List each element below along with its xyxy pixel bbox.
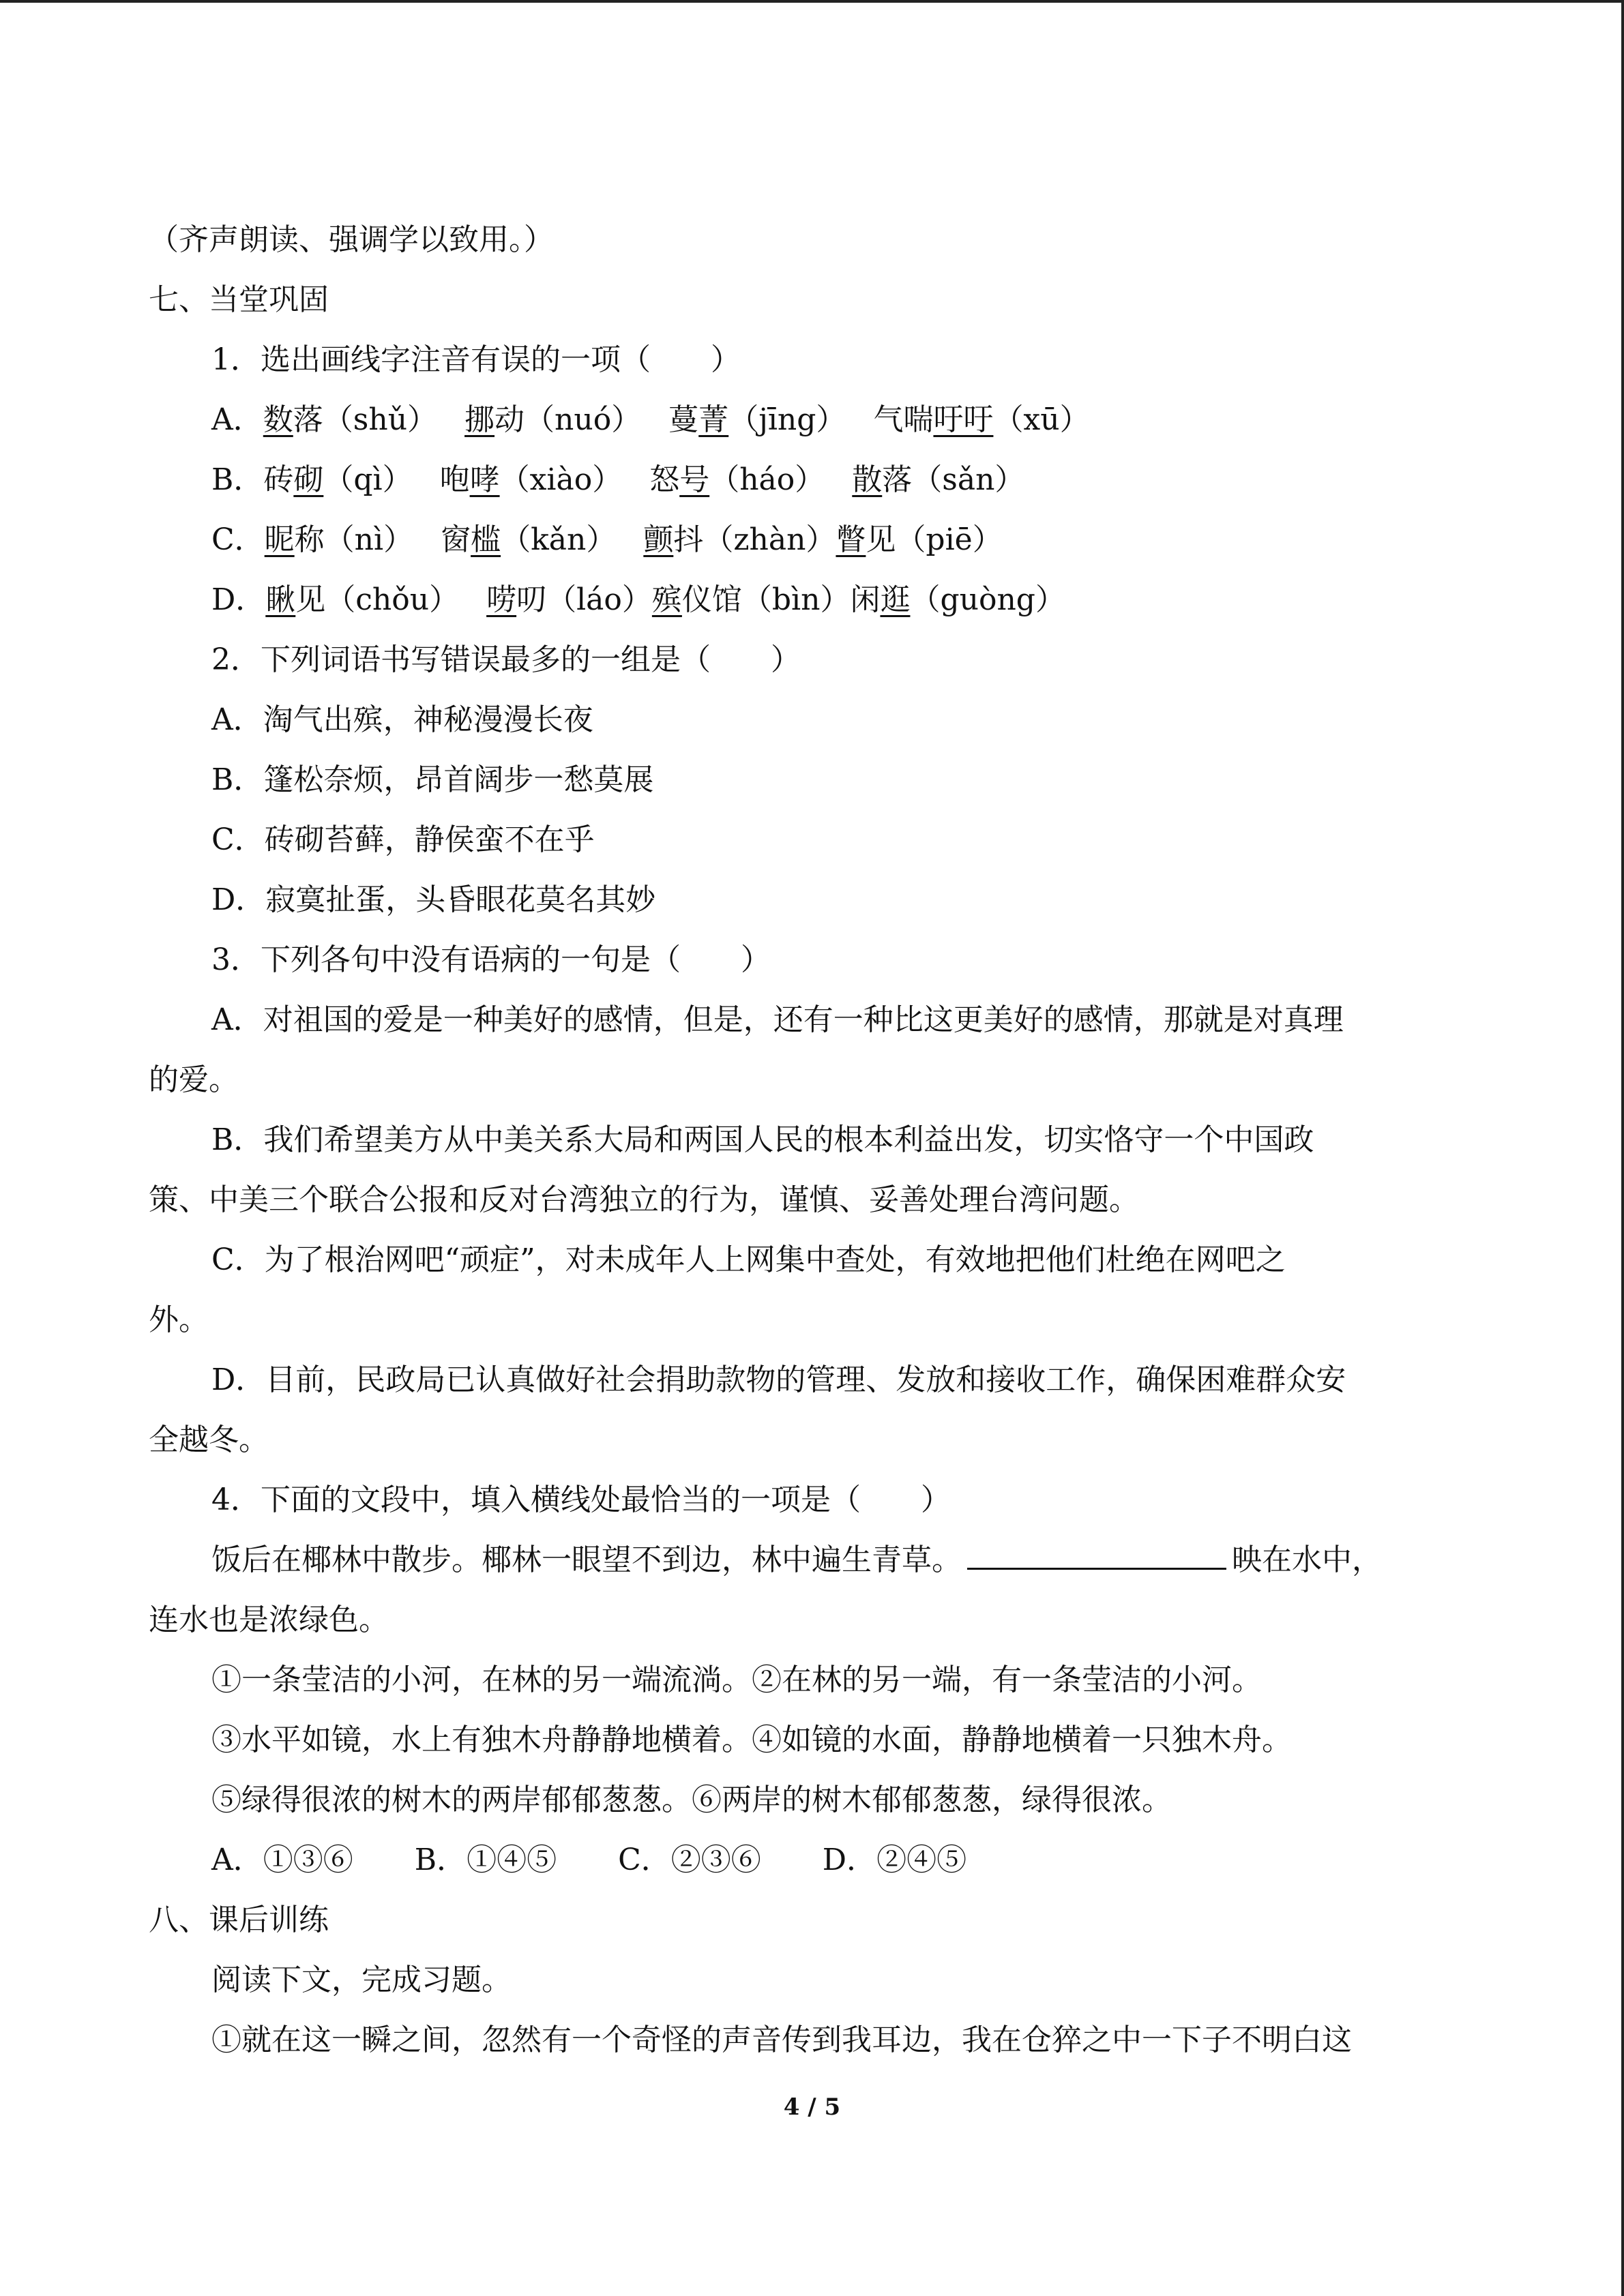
question-1-option-d: D．瞅见（chǒu） 唠叨（láo）殡仪馆（bìn）闲逛（guòng） (211, 582, 1065, 617)
question-4-passage-line2: 连水也是浓绿色。 (149, 1602, 389, 1637)
question-4-sentences-1-2: ①一条莹洁的小河，在林的另一端流淌。②在林的另一端，有一条莹洁的小河。 (211, 1663, 1262, 1697)
question-4: 4．下面的文段中，填入横线处最恰当的一项是（ ） (211, 1482, 951, 1517)
question-1: 1．选出画线字注音有误的一项（ ） (211, 342, 741, 377)
reading-instruction: 阅读下文，完成习题。 (211, 1963, 512, 1997)
question-2-option-b: B．篷松奈烦，昂首阔步一愁莫展 (211, 762, 654, 797)
page-top-border (0, 0, 1624, 3)
question-3-option-a-line2: 的爱。 (149, 1062, 239, 1097)
question-4-option-a: A．①③⑥ (211, 1843, 353, 1877)
page-number: 4 / 5 (783, 2093, 841, 2121)
question-3-option-d-line1: D．目前，民政局已认真做好社会捐助款物的管理、发放和接收工作，确保困难群众安 (211, 1362, 1346, 1397)
document-body (149, 210, 1472, 2070)
question-3-option-c-line2: 外。 (149, 1302, 209, 1337)
question-2-option-a: A．淘气出殡，神秘漫漫长夜 (211, 702, 593, 737)
question-4-option-d: D．②④⑤ (822, 1843, 967, 1877)
question-3-option-a-line1: A．对祖国的爱是一种美好的感情，但是，还有一种比这更美好的感情，那就是对真理 (211, 1002, 1344, 1037)
question-2-option-c: C．砖砌苔藓，静侯蛮不在乎 (211, 822, 595, 857)
fill-in-blank (967, 1540, 1226, 1570)
reading-passage-line1: ①就在这一瞬之间，忽然有一个奇怪的声音传到我耳边，我在仓猝之中一下子不明白这 (211, 2023, 1352, 2057)
question-2: 2．下列词语书写错误最多的一组是（ ） (211, 642, 801, 677)
question-1-option-a: A．数落（shǔ） 挪动（nuó） 蔓菁（jīng） 气喘吁吁（xū） (211, 402, 1090, 437)
question-4-sentences-3-4: ③水平如镜，水上有独木舟静静地横着。④如镜的水面，静静地横着一只独木舟。 (211, 1723, 1292, 1757)
question-3-option-d-line2: 全越冬。 (149, 1422, 269, 1457)
page-right-border (1621, 0, 1624, 2296)
question-4-sentences-5-6: ⑤绿得很浓的树木的两岸郁郁葱葱。⑥两岸的树木郁郁葱葱，绿得很浓。 (211, 1783, 1172, 1817)
question-1-option-c: C．昵称（nì） 窗槛（kǎn） 颤抖（zhàn）瞥见（piē） (211, 522, 1003, 557)
question-3-option-b-line2: 策、中美三个联合公报和反对台湾独立的行为，谨慎、妥善处理台湾问题。 (149, 1182, 1139, 1217)
question-4-option-b: B．①④⑤ (414, 1843, 557, 1877)
question-4-options (149, 1830, 1472, 1890)
section-heading-seven: 七、当堂巩固 (149, 282, 329, 317)
question-4-option-c: C．②③⑥ (618, 1843, 761, 1877)
question-3-option-b-line1: B．我们希望美方从中美关系大局和两国人民的根本利益出发，切实恪守一个中国政 (211, 1122, 1314, 1157)
section-heading-eight: 八、课后训练 (149, 1903, 329, 1937)
paragraph-read-aloud: （齐声朗读、强调学以致用。） (149, 222, 554, 257)
question-3: 3．下列各句中没有语病的一句是（ ） (211, 942, 771, 977)
question-2-option-d: D．寂寞扯蛋，头昏眼花莫名其妙 (211, 882, 656, 917)
question-4-passage-line1: 饭后在椰林中散步。椰林一眼望不到边，林中遍生青草。 映在水中， (149, 1530, 1472, 1590)
question-3-option-c-line1: C．为了根治网吧“顽症”，对未成年人上网集中查处，有效地把他们杜绝在网吧之 (211, 1242, 1286, 1277)
question-1-option-b: B．砖砌（qì） 咆哮（xiào） 怒号（háo） 散落（sǎn） (211, 462, 1025, 497)
